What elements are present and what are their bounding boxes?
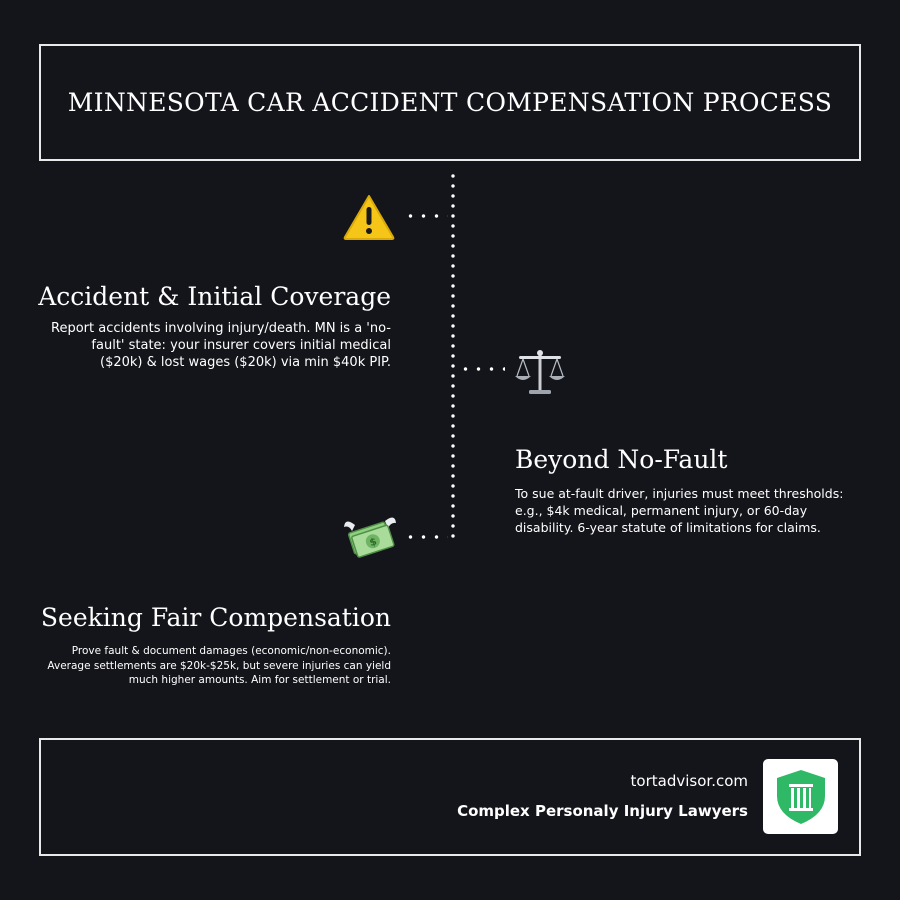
connector-step-2 [459,367,505,371]
connector-step-3 [404,535,448,539]
title-box [39,44,861,161]
page-title: MINNESOTA CAR ACCIDENT COMPENSATION PROCESS [67,88,833,117]
step-3-title: Seeking Fair Compensation [40,603,391,632]
step-2-description: To sue at-fault driver, injuries must meet thresholds: e.g., $4k medical, permanent injury, or 60-day disability. 6-year statute of limitations for claims. [515,486,844,535]
svg-text:$: $ [368,536,379,549]
timeline-line [451,171,455,544]
step-1-description: Report accidents involving injury/death. MN is a 'no-fault' state: your insurer covers initial medical ($20k) & lost wages ($20k) via min $40k PIP. [51,321,391,370]
step-1-title: Accident & Initial Coverage [38,282,391,311]
footer-box [39,738,861,856]
footer-tagline: Complex Personaly Injury Lawyers [457,802,748,820]
money-with-wings-icon [343,511,397,559]
balance-scale-icon [514,346,566,398]
connector-step-1 [404,214,448,218]
shield-column-logo [775,768,827,826]
logo [763,759,838,834]
footer-website: tortadvisor.com [630,772,748,790]
warning-icon [342,193,396,241]
step-2-title: Beyond No-Fault [515,445,728,474]
step-3-description: Prove fault & document damages (economic/non-economic). Average settlements are $20k-$25k, but severe injuries can yield much higher amounts. Aim for settlement or trial. [47,645,391,686]
